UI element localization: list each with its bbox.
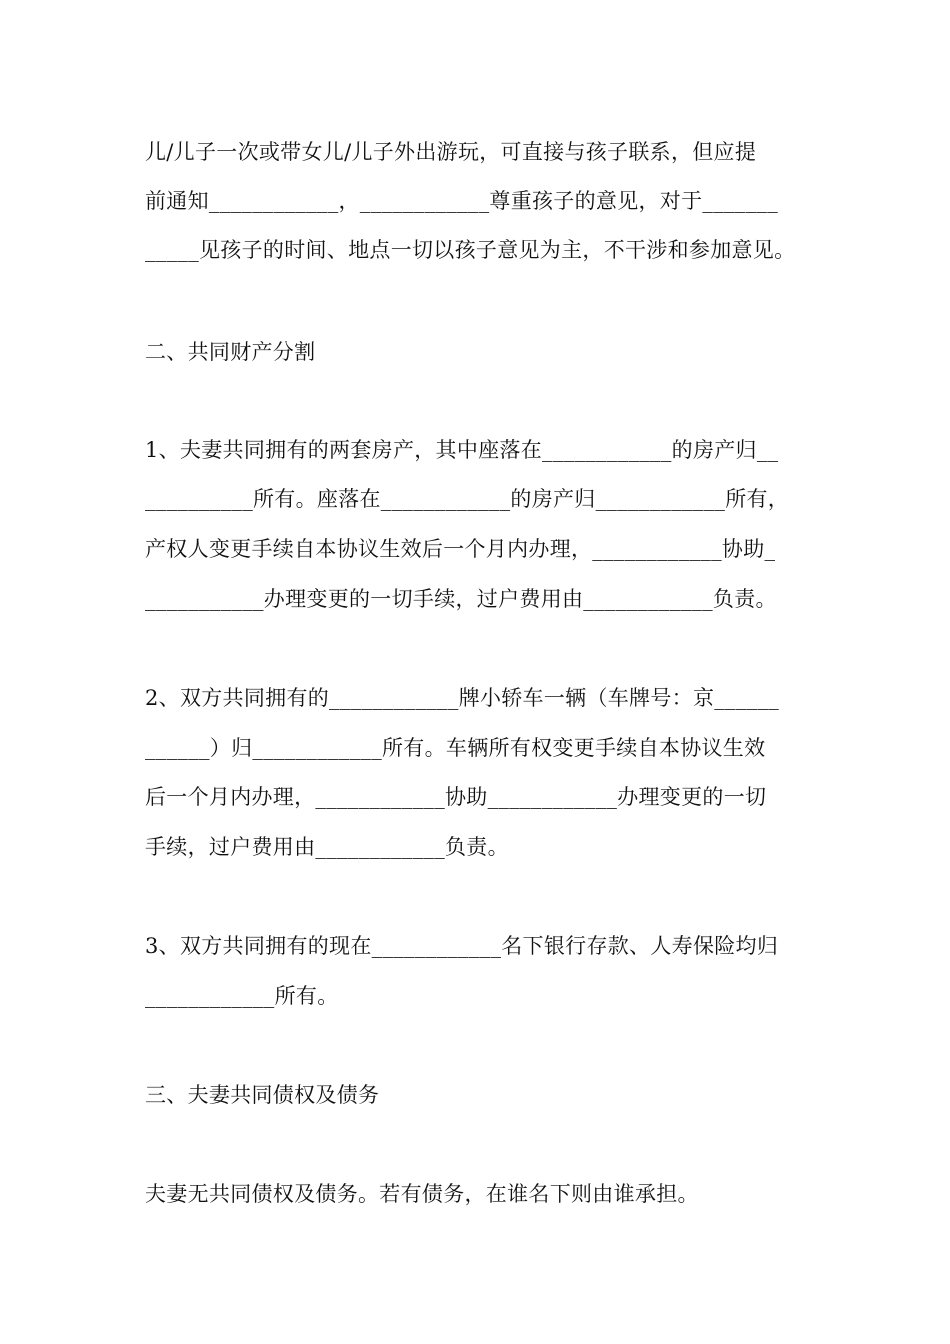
paragraph-line: 产权人变更手续自本协议生效后一个月内办理，____________协助_ [145, 537, 776, 561]
paragraph-line: 夫妻无共同债权及债务。若有债务，在谁名下则由谁承担。 [145, 1182, 699, 1206]
paragraph-line: 后一个月内办理，____________协助____________办理变更的一切 [145, 785, 767, 809]
paragraph-line: 儿/儿子一次或带女儿/儿子外出游玩，可直接与孩子联系，但应提 [145, 140, 757, 164]
paragraph-line: 1、夫妻共同拥有的两套房产，其中座落在____________的房产归__ [145, 438, 779, 462]
paragraph-line: ______）归____________所有。车辆所有权变更手续自本协议生效 [145, 736, 766, 760]
paragraph-line: __________所有。座落在____________的房产归____________所有， [145, 487, 790, 511]
paragraph-line: ___________办理变更的一切手续，过户费用由____________负责。 [145, 587, 777, 611]
paragraph-line: 2、双方共同拥有的____________牌小轿车一辆（车牌号：京______ [145, 686, 780, 710]
paragraph-line: 前通知____________，____________尊重孩子的意见，对于_______ [145, 189, 778, 213]
paragraph-line: ____________所有。 [145, 984, 339, 1008]
paragraph-line: _____见孩子的时间、地点一切以孩子意见为主，不干涉和参加意见。 [145, 238, 796, 262]
paragraph-line: 手续，过户费用由____________负责。 [145, 835, 509, 859]
section-heading-debts: 三、夫妻共同债权及债务 [145, 1083, 380, 1107]
paragraph-line: 3、双方共同拥有的现在____________名下银行存款、人寿保险均归 [145, 934, 779, 958]
section-heading-property: 二、共同财产分割 [145, 340, 316, 364]
